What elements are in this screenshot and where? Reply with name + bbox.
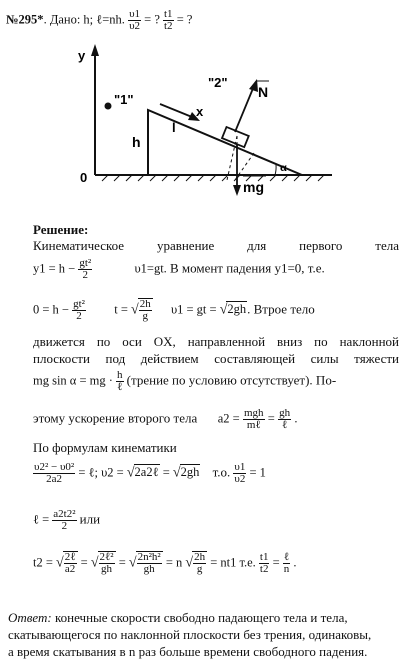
eq-row-7: t2 = √ $\frac{\text{2ℓ}}{a2}$ = √ $\frac{\text{2ℓ²}}{gh}$ = √ $\frac{\text{2n²h²}}{gh}$ = n √ $\frac{2h}{g}$ = nt1 т.е. $\frac{t1}{t2}$ = $\frac{\text{ℓ}}{n}$ . bbox=[33, 551, 297, 575]
inclined-plane-diagram bbox=[70, 40, 340, 200]
problem-header bbox=[6, 9, 192, 32]
question-mark: = ? bbox=[176, 12, 193, 27]
given-text: . Дано: h; ℓ=nh. bbox=[43, 12, 125, 27]
answer-line-3: а время скатывания в n раз больше времени свободного падения. bbox=[8, 644, 368, 659]
point-1 bbox=[105, 103, 112, 110]
eq-row-4: этому ускорение второго тела a2 = $\frac{\text{mgh}}{\text{mℓ}}$ = $\frac{gh}{\text{ℓ}}$ . bbox=[33, 407, 298, 431]
label-2: "2" bbox=[208, 75, 228, 90]
x-axis-vector bbox=[160, 104, 192, 117]
solution-heading: Решение: bbox=[33, 222, 89, 237]
x-label: x bbox=[196, 104, 204, 119]
y-axis-arrow bbox=[91, 44, 99, 56]
h-label: h bbox=[132, 134, 141, 150]
l-label: l bbox=[172, 120, 176, 135]
eq-row-3: mg sin α = mg · $\frac{h}{\text{ℓ}}$ (трение по условию отсутствует). По- bbox=[33, 369, 337, 393]
normal-force-arrow bbox=[249, 79, 258, 92]
question-mark: = ? bbox=[144, 12, 160, 27]
answer-line-2: скатывающегося по наклонной плоскости без трения, одинаковы, bbox=[8, 627, 372, 642]
eq-row-1: y1 = h − $\frac{\text{gt²}}{2}$ υ1=gt. В момент падения y1=0, т.е. bbox=[33, 257, 325, 281]
label-1: "1" bbox=[114, 92, 134, 107]
eq-row-5: $\frac{\text{υ2² − υ0²}}{2a2}$ = ℓ; υ2 = √2a2ℓ = √2gh т.о. $\frac{\upsilon 1}{\upsilon 2}$ = 1 bbox=[34, 461, 266, 485]
solution-line-4: движется по оси OX, направленной вниз по наклонной bbox=[33, 334, 399, 349]
kinematics-heading: По формулам кинематики bbox=[33, 440, 177, 455]
normal-force-vector bbox=[235, 86, 254, 132]
eq-row-2: 0 = h − $\frac{\text{gt²}}{2}$ t = √ $\frac{2h}{g}$ υ1 = gt = √2gh. Втрое тело bbox=[33, 298, 315, 322]
ratio-v: $\frac{\upsilon 1}{\upsilon 2}$ bbox=[129, 8, 141, 32]
answer-line-1 bbox=[8, 610, 348, 625]
problem-number: №295* bbox=[6, 12, 44, 27]
mg-label: mg bbox=[243, 179, 264, 195]
origin-label: 0 bbox=[80, 170, 88, 185]
N-label: N bbox=[258, 84, 269, 100]
answer-text-1: конечные скорости свободно падающего тела и тела, bbox=[51, 610, 348, 625]
angle-arc bbox=[275, 165, 276, 175]
gravity-arrow bbox=[233, 185, 241, 196]
eq-row-6: ℓ = $\frac{\text{a2t2²}}{2}$ или bbox=[33, 508, 101, 532]
solution-line-1: Кинематическое уравнение для первого тела bbox=[33, 238, 399, 253]
alpha-label: α bbox=[280, 160, 287, 174]
ratio-t: $\frac{t1}{t2}$ bbox=[164, 8, 173, 32]
y-label: y bbox=[78, 48, 86, 63]
answer-label: Ответ: bbox=[8, 610, 52, 625]
solution-line-5: плоскости под действием составляющей силы тяжести bbox=[33, 351, 399, 366]
